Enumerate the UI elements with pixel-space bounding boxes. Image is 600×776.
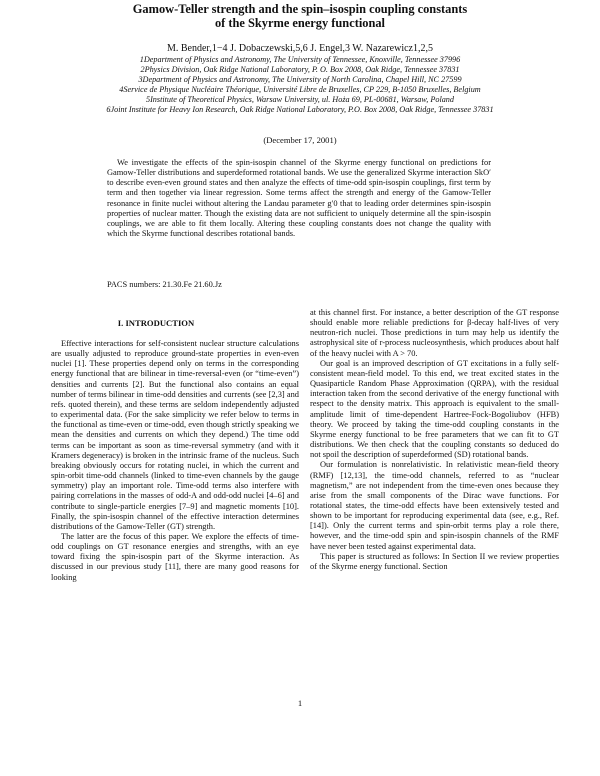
affiliation: 6Joint Institute for Heavy Ion Research, Oak Ridge National Laboratory, P.O. Box 2008, Oak Ridge, Tennessee 37831 [106, 105, 494, 115]
title-line-2: of the Skyrme energy functional [214, 16, 385, 30]
paragraph: Effective interactions for self-consistent nuclear structure calculations are usually adjusted to reproduce ground-state properties in even-even nuclei [1]. These properties depend only on terms in the corresponding energy functional that are bilinear in time-reversal-even (or “time-even”) densities and currents [2]. But the functional also contains an equal number of terms bilinear in time-odd densities and currents (see [2,3] and refs. quoted therein), and these terms are seldom independently adjusted to experimental data. (For the sake simplicity we refer below to terms in the functional as time-even or time-odd, even though strictly speaking we mean the densities and currents on which they depend.) The time odd terms can be important as soon as time-reversal symmetry (and with it Kramers degeneracy) is broken in the intrinsic frame of the nucleus. Such breaking obviously occurs for rotating nuclei, in which the current and spin-orbit time-odd channels (linked to time-even channels by the gauge symmetry) play an important role. Time-odd terms also interfere with pairing correlations in the masses of odd-A and odd-odd nuclei [4–6] and contribute to single-particle energies [7–9] and magnetic moments [10]. Finally, the spin-isospin channel of the effective interaction determines distributions of the Gamow-Teller (GT) strength. [51, 339, 299, 531]
paragraph: This paper is structured as follows: In Section II we review properties of the Skyrme energy functional. Section [310, 551, 559, 571]
section-heading: I. INTRODUCTION [117, 318, 195, 328]
affiliation: 3Department of Physics and Astronomy, The University of North Carolina, Chapel Hill, NC 27599 [138, 75, 462, 85]
page-number: 1 [297, 698, 303, 708]
pacs-numbers: PACS numbers: 21.30.Fe 21.60.Jz [107, 280, 222, 289]
left-column [51, 339, 299, 583]
affiliation-list [30, 55, 570, 116]
author-list: M. Bender,1−4 J. Dobaczewski,5,6 J. Engel,3 W. Nazarewicz1,2,5 [166, 43, 433, 54]
affiliation: 5Institute of Theoretical Physics, Warsaw University, ul. Hoża 69, PL-00681, Warsaw, Poland [145, 95, 454, 105]
paper-title [40, 2, 560, 30]
submission-date: (December 17, 2001) [263, 135, 337, 145]
paragraph: Our goal is an improved description of GT excitations in a fully self-consistent mean-field model. To this end, we treat excited states in the Quasiparticle Random Phase Approximation (QRPA), with the residual interaction taken from the second derivative of the energy functional with respect to the density matrix. This approach is equivalent to the small-amplitude limit of time-dependent Hartree-Fock-Bogoliubov (HFB) theory. We proceed by taking the time-odd coupling constants in the Skyrme energy functional to be free parameters that we can fit to GT distributions. We then check that the coupling constants so deduced do not spoil the description of superdeformed (SD) rotational bands. [310, 358, 559, 460]
right-column [310, 308, 559, 572]
affiliation: 2Physics Division, Oak Ridge National Laboratory, P. O. Box 2008, Oak Ridge, Tennessee 37831 [140, 65, 460, 75]
abstract: We investigate the effects of the spin-isospin channel of the Skyrme energy functional on predictions for Gamow-Teller distributions and superdeformed rotational bands. We use the generalized Skyrme interaction SkO′ to describe even-even ground states and then analyze the effects of time-odd spin-isospin couplings, first term by term and then together via linear regression. Some terms affect the strength and energy of the Gamow-Teller resonance in finite nuclei without altering the Landau parameter g′0 that to leading order determines spin-isospin properties of nuclear matter. Though the existing data are not sufficient to uniquely determine all the spin-isospin couplings, we are able to fit them locally. Altering these coupling constants does not change the quality with which the Skyrme functional describes rotational bands. [107, 158, 491, 239]
paragraph: The latter are the focus of this paper. We explore the effects of time-odd couplings on GT resonance energies and strengths, with an eye toward fixing the spin-isospin part of the Skyrme interaction. As discussed in our previous study [11], there are many good reasons for looking [51, 531, 299, 582]
affiliation: 1Department of Physics and Astronomy, The University of Tennessee, Knoxville, Tennessee 37996 [139, 55, 461, 64]
paragraph: at this channel first. For instance, a better description of the GT response should enable more reliable predictions for β-decay half-lives of very neutron-rich nuclei. Those predictions in turn may help us identify the astrophysical site of r-process nucleosynthesis, which produces about half of the heavy nuclei with A > 70. [310, 308, 559, 358]
title-line-1: Gamow-Teller strength and the spin–isospin coupling constants [132, 2, 468, 16]
affiliation: 4Service de Physique Nucléaire Théorique, Université Libre de Bruxelles, CP 229, B-1050 Bruxelles, Belgium [119, 85, 481, 95]
paragraph: Our formulation is nonrelativistic. In relativistic mean-field theory (RMF) [12,13], the time-odd channels, referred to as “nuclear magnetism,” are not independent from the time-even ones because they arise from the small components of the Dirac wave functions. For rotational states, the time-odd effects have been extensively tested and shown to be important for reproducing experimental data (see, e.g., Ref. [14]). Only the current terms and spin-orbit terms play a role there, however, and the time-odd spin and spin-isospin channels of the RMF have never been tested against experimental data. [310, 460, 559, 551]
